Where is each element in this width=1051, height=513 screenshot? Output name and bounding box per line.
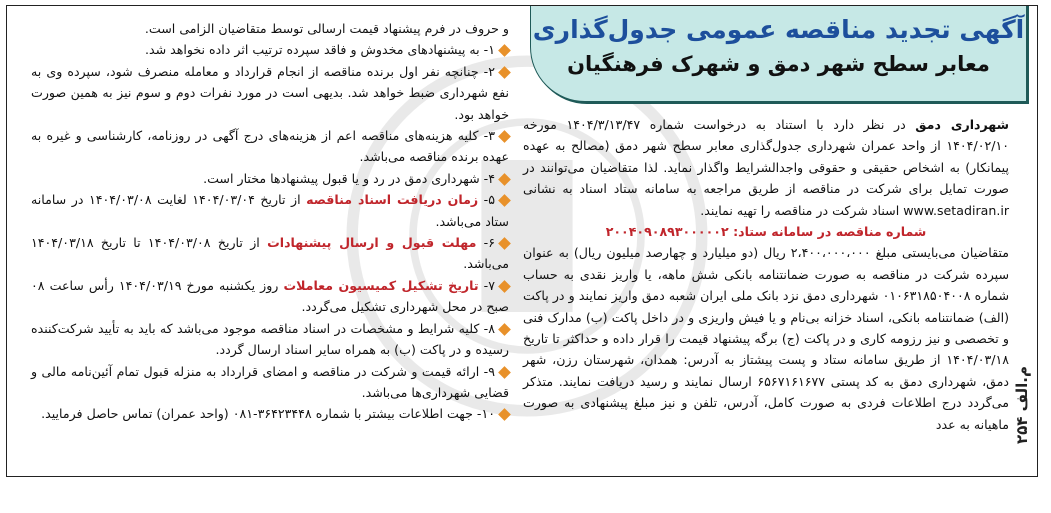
side-label: م.الف ۲۵۴ xyxy=(1013,366,1031,445)
condition-number: ۵- xyxy=(478,192,495,208)
condition-item xyxy=(31,168,509,189)
condition-number: ۹- xyxy=(479,363,495,379)
condition-keyword: تاریخ تشکیل کمیسیون معاملات xyxy=(283,277,479,293)
condition-number: ۴- xyxy=(479,170,495,186)
condition-number: ۷- xyxy=(478,277,495,293)
condition-number: ۱- xyxy=(479,42,495,58)
condition-number: ۸- xyxy=(479,320,495,336)
notice-frame xyxy=(6,5,1038,477)
intro-paragraph xyxy=(523,114,1009,221)
condition-number: ۱۰- xyxy=(472,406,495,422)
diamond-bullet-icon xyxy=(498,408,511,421)
left-intro: و حروف در فرم پیشنهاد قیمت ارسالی توسط متقاضیان الزامی است. xyxy=(144,21,509,36)
diamond-bullet-icon xyxy=(498,280,511,293)
diamond-bullet-icon xyxy=(498,323,511,336)
condition-item xyxy=(31,39,509,60)
diamond-bullet-icon xyxy=(498,173,511,186)
condition-text: چنانچه نفر اول برنده مناقصه از انجام قرارداد و معامله منصرف شود، سپرده وی به نفع شهرداری ضبط خواهد شد. بدیهی است در مورد نفرات دوم و سوم نیز به همین صورت خواهد بود. xyxy=(31,63,509,122)
condition-text: کلیه هزینه‌های مناقصه اعم از هزینه‌های درج آگهی در روزنامه، کارشناسی و غیره به عهده برنده مناقصه می‌باشد. xyxy=(31,128,509,165)
condition-keyword: مهلت قبول و ارسال پیشنهادات xyxy=(267,235,477,251)
condition-keyword: زمان دریافت اسناد مناقصه xyxy=(306,192,479,208)
notice-subtitle: معابر سطح شهر دمق و شهرک فرهنگیان xyxy=(567,52,990,76)
condition-number: ۶- xyxy=(476,235,495,251)
condition-number: ۳- xyxy=(478,128,495,144)
condition-item xyxy=(31,275,509,318)
condition-text: روز یکشنبه مورخ ۱۴۰۴/۰۳/۱۹ رأس ساعت ۰۸ صبح در محل شهرداری تشکیل می‌گردد. xyxy=(31,277,509,315)
title-box xyxy=(530,5,1027,102)
condition-text: ارائه قیمت و شرکت در مناقصه و امضای قرارداد به منزله قبول تمام آئین‌نامه مالی و قضایی شهرداری‌ها می‌باشد. xyxy=(31,363,509,400)
diamond-bullet-icon xyxy=(498,194,511,207)
diamond-bullet-icon xyxy=(498,66,511,79)
condition-item xyxy=(31,125,509,168)
org-name: شهرداری دمق xyxy=(915,117,1010,132)
condition-text: از تاریخ ۱۴۰۴/۰۳/۰۸ تا تاریخ ۱۴۰۴/۰۳/۱۸ می‌باشد. xyxy=(31,235,509,272)
condition-text: به پیشنهادهای مخدوش و فاقد سپرده ترتیب اثر داده نخواهد شد. xyxy=(144,42,480,58)
condition-item xyxy=(31,232,509,275)
condition-item xyxy=(31,403,509,424)
condition-item xyxy=(31,318,509,361)
intro-text: در نظر دارد با استناد به درخواست شماره ۱۴۰۴/۳/۱۳/۴۷ مورخه ۱۴۰۴/۰۲/۱۰ از واحد عمران شهرداری جدول‌گذاری معابر سطح شهر دمق (مصالح به عهده پیمانکار) به اشخاص حقیقی و حقوقی واجدالشرایط واگذار نماید. لذا متقاضیان می‌توانند در صورت تمایل برای شرکت در مناقصه از طریق مراجعه به سامانه ستاد اسناد به نشانی www.setadiran.ir اسناد شرکت در مناقصه را تهیه نمایند. xyxy=(523,117,1009,218)
right-column xyxy=(523,114,1009,435)
condition-item xyxy=(31,361,509,404)
condition-text: جهت اطلاعات بیشتر با شماره ۳۶۴۲۳۴۴۸-۰۸۱ (واحد عمران) تماس حاصل فرمایید. xyxy=(41,406,473,422)
diamond-bullet-icon xyxy=(498,237,511,250)
body-paragraph: متقاضیان می‌بایستی مبلغ ۲،۴۰۰،۰۰۰،۰۰۰ ریال (دو میلیارد و چهارصد میلیون ریال) به عنوان سپرده شرکت در مناقصه به صورت ضمانتنامه بانکی شش ماهه، یا واریز نقدی به حساب شماره ۰۱۰۶۳۱۸۵۰۴۰۰۸ شهرداری دمق نزد بانک ملی ایران شعبه دمق واریز نمایند و در پاکت (الف) ضمانتنامه بانکی، اسناد خزانه بی‌نام و یا فیش واریزی و در داخل پاکت (ب) مدارک فنی و تخصصی و نیز رزومه کاری و در پاکت (ج) برگه پیشنهاد قیمت را قرار داده و حداکثر تا تاریخ ۱۴۰۴/۰۳/۱۸ از طریق سامانه ستاد و پست پیشتاز به آدرس: همدان، شهرستان رزن، شهر دمق، شهرداری دمق به کد پستی ۶۵۶۷۱۶۱۶۷۷ ارسال نمایند و رسید دریافت نمایند. متذکر می‌گردد درج اطلاعات فردی به صورت کامل، آدرس، تلفن و نیز مبلغ پیشنهادی به صورت ماهیانه به عدد xyxy=(523,245,1009,432)
conditions-list xyxy=(31,39,509,424)
left-column xyxy=(31,18,509,425)
diamond-bullet-icon xyxy=(498,45,511,58)
diamond-bullet-icon xyxy=(498,366,511,379)
condition-number: ۲- xyxy=(478,63,495,79)
condition-text: کلیه شرایط و مشخصات در اسناد مناقصه موجود می‌باشد که باید به تأیید شرکت‌کننده رسیده و در پاکت (ب) به همراه سایر اسناد ارسال گردد. xyxy=(31,320,509,358)
tender-number: شماره مناقصه در سامانه ستاد: ۲۰۰۴۰۹۰۸۹۳۰۰۰۰۰۲ xyxy=(605,224,927,240)
notice-title: آگهی تجدید مناقصه عمومی جدول‌گذاری xyxy=(532,15,1025,44)
condition-item xyxy=(31,189,509,232)
condition-text: شهرداری دمق در رد و یا قبول پیشنهادها مختار است. xyxy=(203,170,480,186)
condition-item xyxy=(31,61,509,125)
diamond-bullet-icon xyxy=(498,130,511,143)
condition-text: از تاریخ ۱۴۰۴/۰۳/۰۴ لغایت ۱۴۰۴/۰۳/۰۸ در سامانه ستاد می‌باشد. xyxy=(31,192,509,229)
